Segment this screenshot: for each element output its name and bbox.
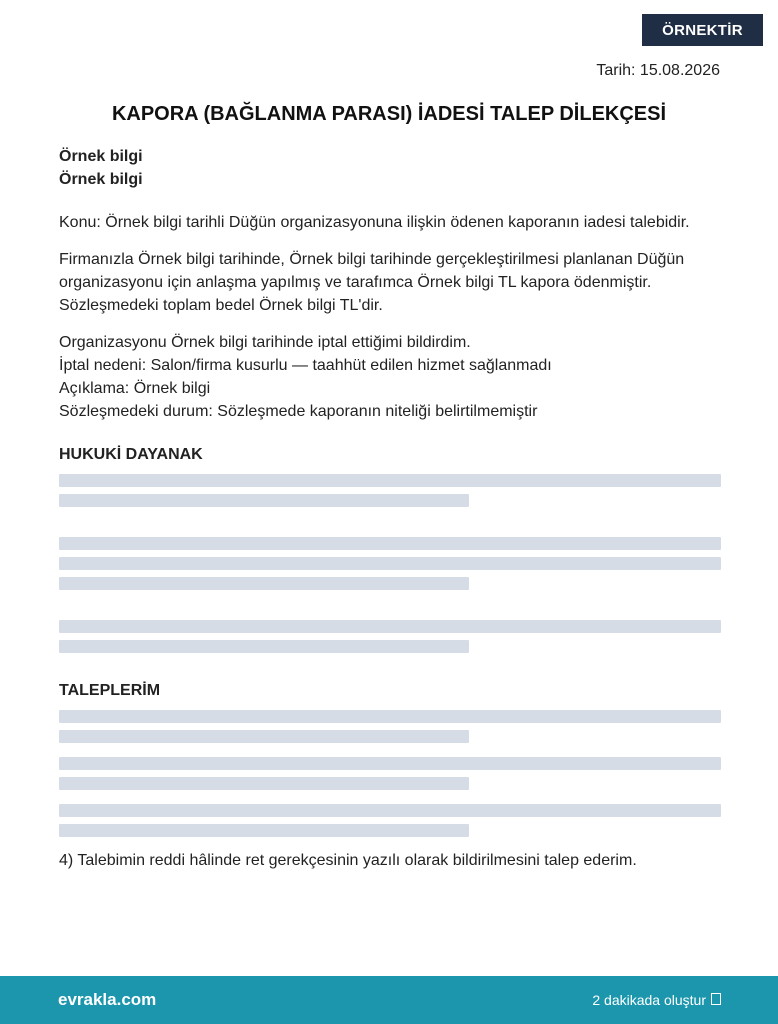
- addressee-line: Örnek bilgi: [59, 171, 143, 188]
- subject-text: Konu: Örnek bilgi tarihli Düğün organizasyonuna ilişkin ödenen kaporanın iadesi talebidir.: [59, 214, 690, 231]
- arrow-icon: [711, 993, 721, 1008]
- sample-badge: ÖRNEKTİR: [642, 14, 763, 46]
- cta-label: 2 dakikada oluştur: [592, 992, 706, 1008]
- placeholder-bar: [59, 537, 721, 550]
- placeholder-bar: [59, 824, 469, 837]
- legal-placeholder-block: [59, 474, 721, 653]
- placeholder-bar: [59, 804, 721, 817]
- document-body: [59, 145, 721, 872]
- footer-bar: [0, 976, 778, 1024]
- placeholder-bar: [59, 777, 469, 790]
- placeholder-bar: [59, 757, 721, 770]
- placeholder-bar: [59, 494, 469, 507]
- document-date: Tarih: 15.08.2026: [596, 62, 720, 79]
- request-item-4: 4) Talebimin reddi hâlinde ret gerekçesinin yazılı olarak bildirilmesini talep ederim.: [59, 852, 637, 869]
- addressee-line: Örnek bilgi: [59, 148, 143, 165]
- detail-line: İptal nedeni: Salon/firma kusurlu — taahhüt edilen hizmet sağlanmadı: [59, 357, 552, 374]
- placeholder-bar: [59, 730, 469, 743]
- detail-line: Sözleşmedeki durum: Sözleşmede kaporanın niteliği belirtilmemiştir: [59, 403, 538, 420]
- detail-line: Açıklama: Örnek bilgi: [59, 380, 211, 397]
- detail-line: Organizasyonu Örnek bilgi tarihinde iptal ettiğimi bildirdim.: [59, 334, 471, 351]
- placeholder-bar: [59, 474, 721, 487]
- document-title: KAPORA (BAĞLANMA PARASI) İADESİ TALEP DİLEKÇESİ: [111, 103, 667, 125]
- details-block: [59, 331, 721, 423]
- brand-link[interactable]: evrakla.com: [58, 990, 157, 1009]
- paragraph-1: Firmanızla Örnek bilgi tarihinde, Örnek bilgi tarihinde gerçekleştirilmesi planlanan Düğün organizasyonu için anlaşma yapılmış ve tarafımca Örnek bilgi TL kapora ödenmiştir. Sözleşmedeki toplam bedel Örnek bilgi TL'dir.: [59, 251, 685, 314]
- placeholder-bar: [59, 577, 469, 590]
- placeholder-bar: [59, 557, 721, 570]
- requests-placeholder-block: [59, 710, 721, 837]
- placeholder-bar: [59, 620, 721, 633]
- placeholder-bar: [59, 710, 721, 723]
- section-heading-requests: TALEPLERİM: [59, 682, 161, 699]
- placeholder-bar: [59, 640, 469, 653]
- section-heading-legal: HUKUKİ DAYANAK: [59, 446, 203, 463]
- create-cta-button[interactable]: [592, 992, 721, 1008]
